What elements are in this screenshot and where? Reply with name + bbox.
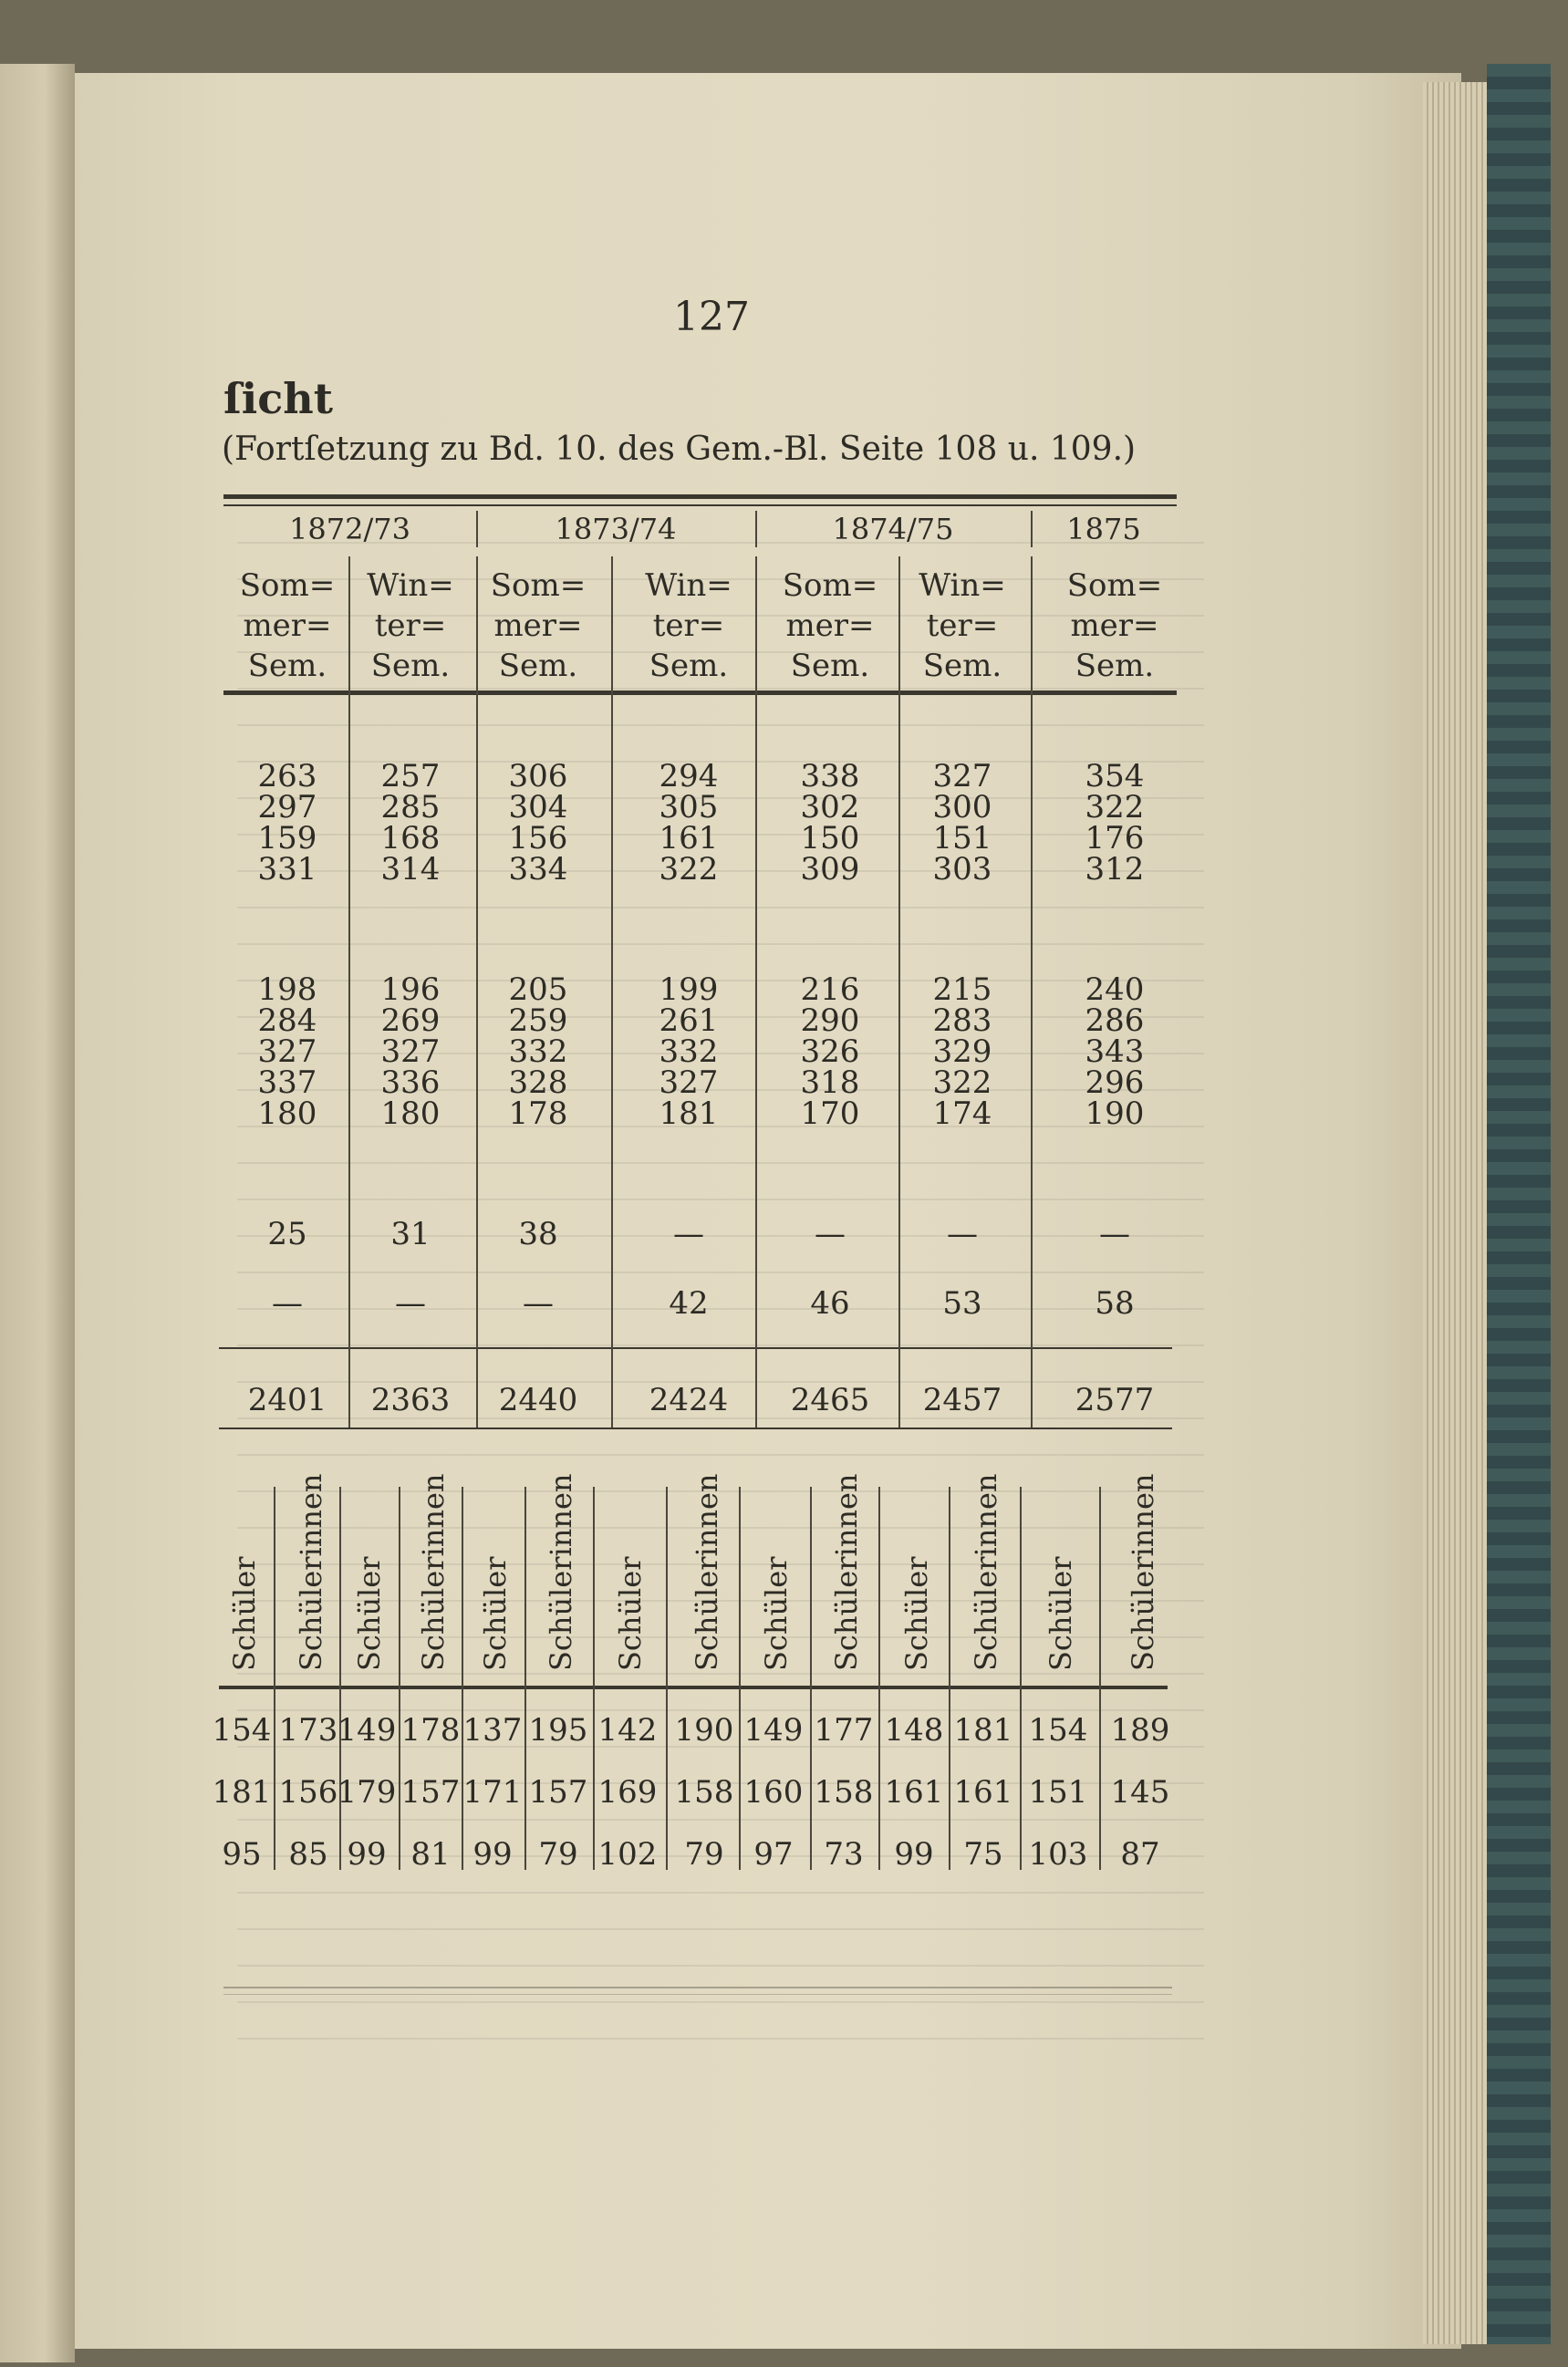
- table-cell: 327: [380, 1033, 441, 1070]
- gender-cell: 157: [528, 1774, 588, 1811]
- semester-header: Sem.: [498, 648, 578, 684]
- gender-cell: 179: [337, 1774, 397, 1811]
- gender-divider: [399, 1487, 400, 1870]
- table-cell: 170: [800, 1095, 860, 1132]
- table-cell: 180: [257, 1095, 317, 1132]
- gender-divider: [593, 1487, 595, 1870]
- table-cell: 318: [800, 1064, 860, 1101]
- column-divider: [611, 1350, 613, 1427]
- gender-cell: 161: [953, 1774, 1013, 1811]
- top-rule-thick: [223, 494, 1177, 499]
- table-cell: —: [1099, 1216, 1130, 1252]
- table-cell: 42: [669, 1285, 709, 1322]
- table-cell: 190: [1085, 1095, 1145, 1132]
- gender-cell: 79: [684, 1836, 724, 1873]
- total-cell: 2424: [649, 1382, 729, 1418]
- gender-cell: 195: [528, 1712, 588, 1749]
- table-cell: 284: [257, 1002, 317, 1039]
- table-cell: 176: [1085, 820, 1145, 856]
- gender-cell: 181: [953, 1712, 1013, 1749]
- column-divider: [476, 556, 478, 1350]
- table-cell: 269: [380, 1002, 441, 1039]
- gender-header: Schüler: [478, 1556, 513, 1671]
- semester-header: Sem.: [247, 648, 327, 684]
- gender-cell: 178: [400, 1712, 461, 1749]
- table-cell: 332: [659, 1033, 719, 1070]
- table-cell: 327: [659, 1064, 719, 1101]
- gender-divider: [810, 1487, 812, 1870]
- table-cell: 328: [508, 1064, 568, 1101]
- semester-header: Som=: [782, 567, 878, 604]
- table-cell: 286: [1085, 1002, 1145, 1039]
- table-cell: 178: [508, 1095, 568, 1132]
- gender-cell: 149: [337, 1712, 397, 1749]
- gender-divider: [339, 1487, 341, 1870]
- table-cell: 46: [810, 1285, 850, 1322]
- table-cell: 336: [380, 1064, 441, 1101]
- gender-cell: 102: [597, 1836, 658, 1873]
- table-cell: —: [272, 1285, 303, 1322]
- semester-header: Win=: [367, 567, 454, 604]
- gender-cell: 142: [597, 1712, 658, 1749]
- table-cell: 150: [800, 820, 860, 856]
- gender-divider: [524, 1487, 526, 1870]
- table-cell: 181: [659, 1095, 719, 1132]
- total-cell: 2457: [922, 1382, 1002, 1418]
- semester-header: ter=: [652, 607, 725, 644]
- table-cell: 283: [932, 1002, 992, 1039]
- year-header: 1875: [1066, 512, 1141, 546]
- table-cell: 326: [800, 1033, 860, 1070]
- book-cover-edge: [1487, 64, 1551, 2344]
- gender-cell: 75: [963, 1836, 1003, 1873]
- table-cell: 240: [1085, 971, 1145, 1008]
- gender-divider: [274, 1487, 275, 1870]
- table-cell: 294: [659, 758, 719, 794]
- gender-divider: [1020, 1487, 1022, 1870]
- table-cell: 168: [380, 820, 441, 856]
- semester-header: Sem.: [922, 648, 1002, 684]
- subtitle: (Fortſetzung zu Bd. 10. des Gem.-Bl. Seite 108 u. 109.): [222, 431, 1137, 468]
- gender-cell: 177: [814, 1712, 874, 1749]
- bleed-through-texture: [237, 511, 1204, 2061]
- gender-divider: [1099, 1487, 1101, 1870]
- column-divider: [476, 1350, 478, 1427]
- gender-cell: 151: [1028, 1774, 1088, 1811]
- gender-header: Schüler: [899, 1556, 934, 1671]
- year-divider: [1031, 511, 1033, 547]
- left-page-edge: [0, 64, 75, 2362]
- table-cell: 302: [800, 789, 860, 825]
- table-cell: 306: [508, 758, 568, 794]
- table-cell: 297: [257, 789, 317, 825]
- totals-bottom-rule: [219, 1427, 1172, 1429]
- column-divider: [1031, 556, 1033, 1350]
- semester-header: Som=: [490, 567, 587, 604]
- table-cell: 257: [380, 758, 441, 794]
- gender-header: Schülerinnen: [690, 1473, 724, 1671]
- gender-cell: 190: [674, 1712, 734, 1749]
- gender-header: Schülerinnen: [1126, 1473, 1160, 1671]
- gender-header: Schülerinnen: [829, 1473, 864, 1671]
- gender-cell: 169: [597, 1774, 658, 1811]
- semester-header: ter=: [926, 607, 999, 644]
- table-cell: 331: [257, 851, 317, 888]
- total-cell: 2440: [498, 1382, 578, 1418]
- table-cell: —: [523, 1285, 554, 1322]
- gender-cell: 154: [212, 1712, 272, 1749]
- gender-cell: 79: [538, 1836, 578, 1873]
- gender-header: Schülerinnen: [294, 1473, 328, 1671]
- year-divider: [476, 511, 478, 547]
- table-cell: 215: [932, 971, 992, 1008]
- year-header: 1873/74: [555, 512, 677, 546]
- table-cell: 327: [257, 1033, 317, 1070]
- table-cell: —: [947, 1216, 978, 1252]
- gender-header: Schülerinnen: [416, 1473, 451, 1671]
- column-divider: [898, 556, 900, 1350]
- gender-cell: 97: [753, 1836, 794, 1873]
- table-cell: 156: [508, 820, 568, 856]
- gender-cell: 137: [462, 1712, 523, 1749]
- column-divider: [898, 1350, 900, 1427]
- gender-cell: 81: [410, 1836, 451, 1873]
- year-divider: [755, 511, 757, 547]
- gender-divider: [462, 1487, 463, 1870]
- semester-header: mer=: [785, 607, 875, 644]
- gender-header: Schüler: [1044, 1556, 1078, 1671]
- table-cell: 180: [380, 1095, 441, 1132]
- table-cell: 332: [508, 1033, 568, 1070]
- gender-header: Schüler: [613, 1556, 648, 1671]
- column-divider: [611, 556, 613, 1350]
- gender-cell: 181: [212, 1774, 272, 1811]
- gender-cell: 103: [1028, 1836, 1088, 1873]
- gender-cell: 161: [884, 1774, 944, 1811]
- table-cell: 309: [800, 851, 860, 888]
- gender-cell: 145: [1110, 1774, 1170, 1811]
- gender-cell: 95: [222, 1836, 262, 1873]
- gender-cell: 156: [278, 1774, 338, 1811]
- table-cell: 290: [800, 1002, 860, 1039]
- semester-header: ter=: [374, 607, 447, 644]
- table-cell: 199: [659, 971, 719, 1008]
- gender-header: Schüler: [352, 1556, 387, 1671]
- gender-cell: 154: [1028, 1712, 1088, 1749]
- semester-header: Win=: [919, 567, 1006, 604]
- gender-cell: 87: [1120, 1836, 1160, 1873]
- table-cell: 196: [380, 971, 441, 1008]
- total-cell: 2577: [1075, 1382, 1155, 1418]
- table-cell: —: [815, 1216, 846, 1252]
- table-cell: 334: [508, 851, 568, 888]
- semester-header: mer=: [243, 607, 332, 644]
- semester-header: Sem.: [790, 648, 870, 684]
- semester-header: Sem.: [370, 648, 451, 684]
- table-cell: 296: [1085, 1064, 1145, 1101]
- page-number: 127: [673, 294, 750, 340]
- table-cell: 198: [257, 971, 317, 1008]
- gender-cell: 73: [824, 1836, 864, 1873]
- table-cell: 322: [659, 851, 719, 888]
- gender-cell: 173: [278, 1712, 338, 1749]
- table-cell: 303: [932, 851, 992, 888]
- table-cell: 25: [267, 1216, 307, 1252]
- gender-bottom-rule: [219, 1686, 1168, 1689]
- gender-cell: 99: [894, 1836, 934, 1873]
- semester-header: Som=: [1066, 567, 1163, 604]
- table-cell: 343: [1085, 1033, 1145, 1070]
- table-cell: 151: [932, 820, 992, 856]
- gender-cell: 158: [674, 1774, 734, 1811]
- page-stack-edge: [1423, 82, 1487, 2344]
- table-cell: 329: [932, 1033, 992, 1070]
- table-cell: 285: [380, 789, 441, 825]
- table-cell: 259: [508, 1002, 568, 1039]
- table-cell: 314: [380, 851, 441, 888]
- gender-header: Schüler: [227, 1556, 262, 1671]
- column-divider: [348, 1350, 350, 1427]
- header-bottom-rule: [223, 690, 1177, 695]
- table-cell: 322: [932, 1064, 992, 1101]
- table-cell: —: [395, 1285, 426, 1322]
- semester-header: mer=: [1070, 607, 1159, 644]
- table-cell: 305: [659, 789, 719, 825]
- column-divider: [348, 556, 350, 1350]
- gender-cell: 149: [743, 1712, 804, 1749]
- bottom-rule: [223, 1987, 1172, 1988]
- semester-header: Sem.: [1075, 648, 1155, 684]
- semester-header: Sem.: [649, 648, 729, 684]
- semester-header: mer=: [493, 607, 583, 644]
- gender-cell: 85: [288, 1836, 328, 1873]
- table-cell: 338: [800, 758, 860, 794]
- table-cell: 174: [932, 1095, 992, 1132]
- gender-header: Schülerinnen: [969, 1473, 1003, 1671]
- table-cell: 261: [659, 1002, 719, 1039]
- column-divider: [755, 1350, 757, 1427]
- gender-divider: [666, 1487, 668, 1870]
- year-header: 1872/73: [289, 512, 410, 546]
- table-cell: 300: [932, 789, 992, 825]
- table-cell: 337: [257, 1064, 317, 1101]
- semester-header: Som=: [239, 567, 336, 604]
- table-cell: 322: [1085, 789, 1145, 825]
- table-cell: 263: [257, 758, 317, 794]
- table-cell: 354: [1085, 758, 1145, 794]
- totals-top-rule: [219, 1347, 1172, 1349]
- column-divider: [755, 556, 757, 1350]
- table-cell: 205: [508, 971, 568, 1008]
- year-header: 1874/75: [832, 512, 954, 546]
- total-cell: 2363: [370, 1382, 451, 1418]
- table-cell: 304: [508, 789, 568, 825]
- top-rule-thin: [223, 504, 1177, 506]
- table-cell: 216: [800, 971, 860, 1008]
- table-cell: 161: [659, 820, 719, 856]
- table-cell: —: [673, 1216, 704, 1252]
- total-cell: 2401: [247, 1382, 327, 1418]
- gender-divider: [878, 1487, 880, 1870]
- semester-header: Win=: [645, 567, 732, 604]
- bottom-rule: [223, 1994, 1172, 1995]
- gender-cell: 99: [347, 1836, 387, 1873]
- gender-cell: 171: [462, 1774, 523, 1811]
- gender-divider: [949, 1487, 950, 1870]
- gender-divider: [739, 1487, 741, 1870]
- table-cell: 38: [518, 1216, 558, 1252]
- table-cell: 159: [257, 820, 317, 856]
- total-cell: 2465: [790, 1382, 870, 1418]
- column-divider: [1031, 1350, 1033, 1427]
- table-cell: 58: [1095, 1285, 1135, 1322]
- gender-cell: 160: [743, 1774, 804, 1811]
- table-cell: 53: [942, 1285, 982, 1322]
- table-cell: 31: [390, 1216, 431, 1252]
- table-cell: 312: [1085, 851, 1145, 888]
- gender-header: Schüler: [759, 1556, 794, 1671]
- gender-cell: 99: [472, 1836, 513, 1873]
- gender-cell: 157: [400, 1774, 461, 1811]
- heading-fragment: ſicht: [223, 374, 333, 423]
- gender-cell: 189: [1110, 1712, 1170, 1749]
- table-cell: 327: [932, 758, 992, 794]
- gender-cell: 158: [814, 1774, 874, 1811]
- gender-header: Schülerinnen: [544, 1473, 578, 1671]
- gender-cell: 148: [884, 1712, 944, 1749]
